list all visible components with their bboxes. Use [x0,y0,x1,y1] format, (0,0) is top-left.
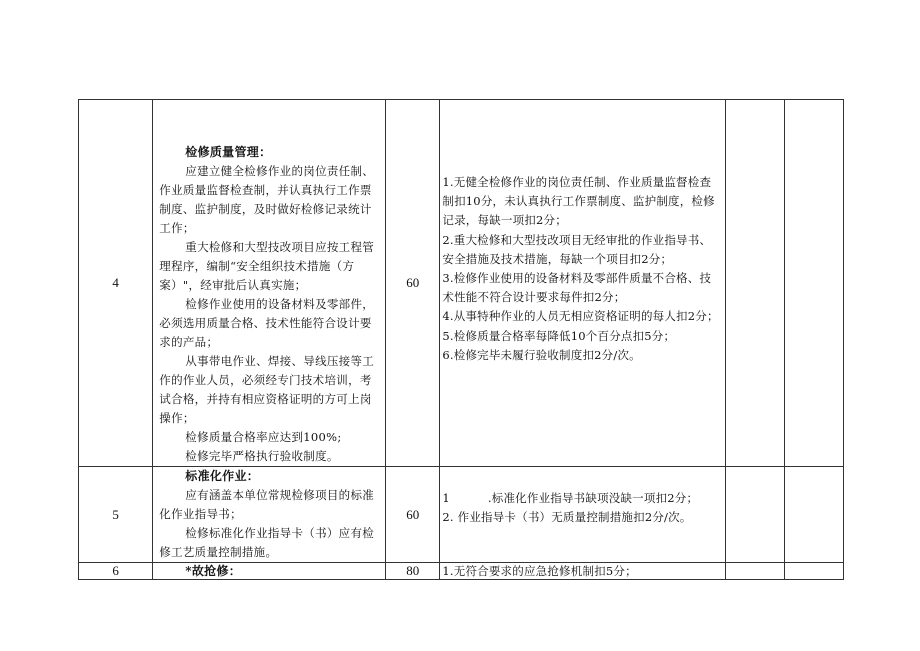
item-title: 标准化作业： [185,469,260,483]
content-paragraph: 应建立健全检修作业的岗位责任制、作业质量监督检查制，并认真执行工作票制度、监护制度，及时做好检修记录统计工作； [159,164,375,235]
criteria-line: 2. 作业指导卡（书）无质量控制措施扣2分/次。 [442,510,692,525]
criteria-line: 5.检修质量合格率每降低10个百分点扣5分； [442,328,676,343]
blank-cell [784,467,843,563]
criteria-line: 1.无健全检修作业的岗位责任制、作业质量监督检查制扣10分，未认真执行工作票制度、监护制度，检修记录，每缺一项扣2分； [442,175,715,228]
item-content-cell [153,467,386,563]
item-score: 80 [386,563,440,580]
content-paragraph: 检修质量合格率应达到100%; [185,430,342,444]
criteria-text: .标准化作业指导书缺项没缺一项扣2分； [487,491,699,505]
content-paragraph: 检修完毕严格执行验收制度。 [185,449,339,463]
table-row [79,563,844,580]
blank-cell [784,100,843,467]
item-number: 5 [79,467,153,563]
criteria-cell [440,100,725,467]
item-title: *故抢修： [185,564,242,578]
item-title: 检修质量管理： [185,145,272,159]
blank-cell [784,563,843,580]
content-paragraph: 从事带电作业、焊接、导线压接等工作的作业人员，必须经专门技术培训，考试合格，并持有相应资格证明的方可上岗操作； [159,354,375,425]
content-paragraph: 检修标准化作业指导卡（书）应有检修工艺质量控制措施。 [159,526,375,559]
blank-cell [725,467,784,563]
evaluation-table [78,99,844,580]
item-number: 4 [79,100,153,467]
criteria-line [442,489,721,508]
item-content-cell [153,563,386,580]
criteria-line: 4.从事特种作业的人员无相应资格证明的每人扣2分； [442,309,719,324]
item-content-cell [153,100,386,467]
criteria-line: 2.重大检修和大型技改项目无经审批的作业指导书、安全措施及技术措施，每缺一个项目扣2分； [442,232,712,266]
blank-cell [725,100,784,467]
criteria-number: 1 [442,491,450,505]
content-paragraph: 重大检修和大型技改项目应按工程管理程序，编制“安全组织技术措施（方案）"，经审批后认真实施； [159,240,375,292]
criteria-line: 3.检修作业使用的设备材料及零部件质量不合格、技术性能不符合设计要求每件扣2分； [442,271,712,305]
item-number: 6 [79,563,153,580]
content-paragraph: 应有涵盖本单位常规检修项目的标准化作业指导书； [159,488,375,521]
blank-cell [725,563,784,580]
item-score: 60 [386,100,440,467]
item-score: 60 [386,467,440,563]
criteria-cell [440,563,725,580]
table-row [79,100,844,467]
content-paragraph: 检修作业使用的设备材料及零部件，必须选用质量合格、技术性能符合设计要求的产品； [159,297,375,349]
criteria-line: 1.无符合要求的应急抢修机制扣5分； [442,564,637,578]
criteria-cell [440,467,725,563]
table-row [79,467,844,563]
criteria-line: 6.检修完毕未履行验收制度扣2分/次。 [442,347,641,362]
